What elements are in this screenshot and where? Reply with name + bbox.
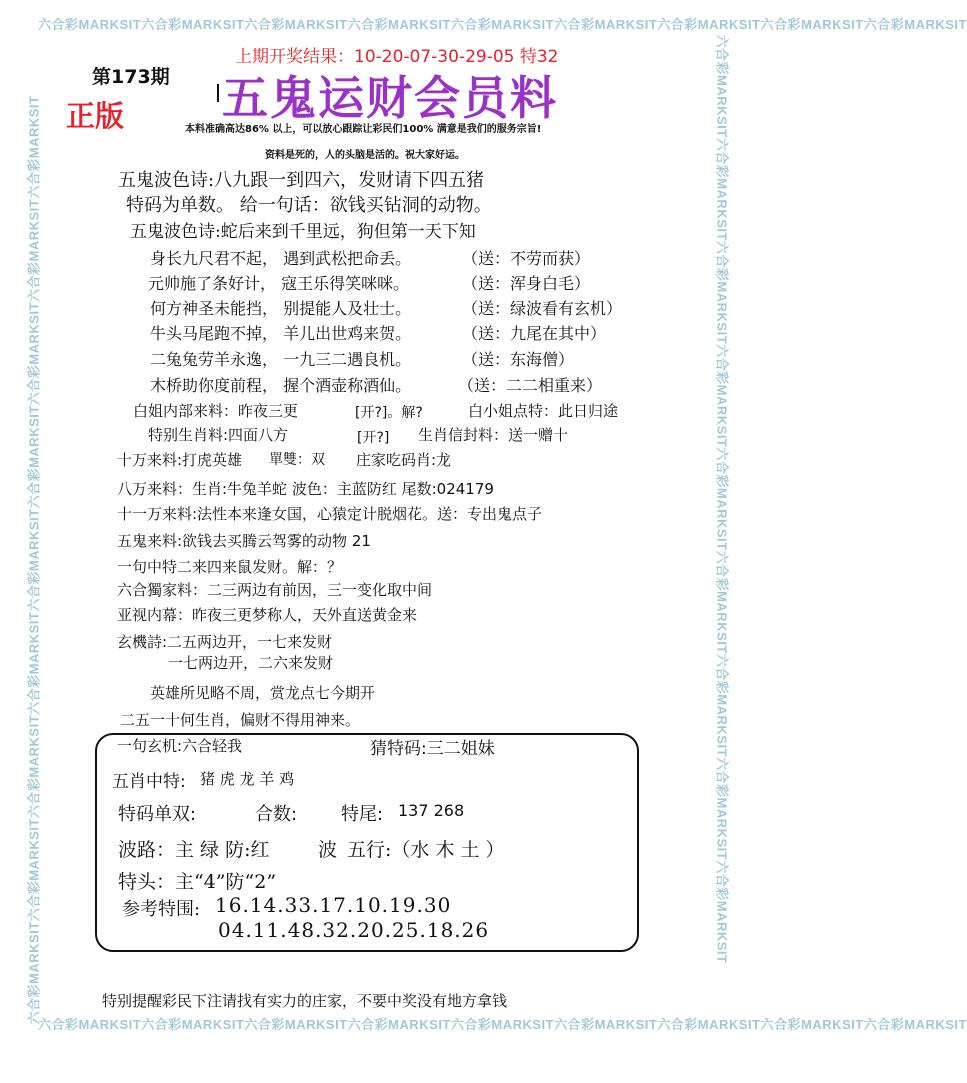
wave-label: 波 — [318, 839, 338, 861]
box-riddle: 一句玄机:六合轻我 — [117, 737, 243, 755]
footer-reminder: 特别提醒彩民下注请找有实力的庄家，不要中奖没有地方拿钱 — [102, 992, 508, 1010]
poem-verse: 身长九尺君不起， 遇到武松把命丢。 — [150, 249, 412, 268]
poem-verse: 牛头马尾跑不掉， 羊儿出世鸡来贺。 — [150, 324, 412, 343]
xuanji-poem-2: 一七两边开，二六来发财 — [168, 654, 334, 672]
zodiac-envelope: 生肖信封料：送一赠十 — [418, 426, 569, 444]
special-head: 特头：主“4”防“2” — [118, 871, 277, 893]
poem-verse: 木桥助你度前程， 握个酒壶称酒仙。 — [150, 376, 412, 395]
watermark-bottom: 六合彩MARKSIT六合彩MARKSIT六合彩MARKSIT六合彩MARKSIT六合彩MARKSIT六合彩MARKSIT六合彩MARKSIT六合彩MARKSIT六合彩MARKSIT — [38, 1017, 967, 1032]
reference-numbers-2: 04.11.48.32.20.25.18.26 — [218, 918, 490, 942]
five-zodiac-label: 五肖中特: — [112, 772, 186, 792]
issue-number: 第173期 — [92, 66, 170, 88]
line-1: 五鬼波色诗:八九跟一到四六，发财请下四五猪 — [118, 170, 485, 191]
poem-verse: 元帅施了条好计， 寇王乐得笑咪咪。 — [148, 274, 410, 293]
odd-even-label: 特码单双: — [118, 804, 197, 825]
five-zodiac-value: 猪 虎 龙 羊 鸡 — [200, 770, 295, 788]
wugui-source: 五鬼来料:欲钱去买腾云驾雾的动物 21 — [117, 532, 371, 550]
special-zodiac: 特别生肖料:四面八方 — [148, 426, 289, 444]
yashi-inside: 亚视内幕：昨夜三更梦称人，天外直送黄金来 — [117, 606, 418, 624]
one-sentence: 一句中特二来四来鼠发财。解：？ — [117, 558, 343, 576]
poem-gift: （送：二二相重来） — [458, 376, 603, 395]
baijie-source: 白姐内部来料：昨夜三更 — [133, 402, 299, 420]
edition-label: 正版 — [66, 99, 125, 133]
shiwan-source: 十万来料:打虎英雄 — [117, 451, 243, 469]
watermark-left: 六合彩MARKSIT六合彩MARKSIT六合彩MARKSIT六合彩MARKSIT六合彩MARKSIT六合彩MARKSIT六合彩MARKSIT六合彩MARKSIT六合彩MARKSIT — [26, 95, 42, 1025]
poem-gift: （送：东海僧） — [462, 350, 575, 369]
watermark-top: 六合彩MARKSIT六合彩MARKSIT六合彩MARKSIT六合彩MARKSIT六合彩MARKSIT六合彩MARKSIT六合彩MARKSIT六合彩MARKSIT六合彩MARKSIT — [38, 17, 967, 32]
baijie-point: 白小姐点特：此日归途 — [468, 402, 619, 420]
sum-label: 合数: — [255, 804, 298, 825]
box-guess: 猜特码:三二姐妹 — [370, 739, 495, 759]
slogan-accuracy: 本料准确高达86% 以上，可以放心跟踪让彩民们100% 满意是我们的服务宗旨! — [185, 124, 542, 135]
banker-zodiac: 庄家吃码肖:龙 — [356, 451, 452, 469]
page-title: 五鬼运财会员料 — [222, 71, 558, 125]
five-elements: 五行:（水 木 土 ） — [347, 839, 505, 861]
ershiwu-line: 二五一十何生肖，偏财不得用神来。 — [120, 711, 361, 729]
line-2: 特码为单数。 给一句话：欲钱买钻洞的动物。 — [126, 195, 492, 216]
watermark-right: 六合彩MARKSIT六合彩MARKSIT六合彩MARKSIT六合彩MARKSIT六合彩MARKSIT六合彩MARKSIT六合彩MARKSIT六合彩MARKSIT六合彩MARKSIT — [714, 34, 730, 964]
liuhe-exclusive: 六合獨家料：二三两边有前因，三一变化取中间 — [117, 581, 433, 599]
last-result: 上期开奖结果：10-20-07-30-29-05 特32 — [235, 47, 559, 67]
xuanji-poem-1: 玄機詩:二五两边开，一七来发财 — [117, 633, 333, 651]
bawan-source: 八万来料：生肖:牛兔羊蛇 波色：主蓝防红 尾数:024179 — [117, 480, 494, 498]
hero-line: 英雄所见略不周，赏龙点七今期开 — [150, 684, 376, 702]
slogan-luck: 资料是死的，人的头脑是活的。祝大家好运。 — [265, 150, 465, 161]
tail-value: 137 268 — [398, 801, 465, 820]
reference-label: 参考特围: — [122, 899, 201, 920]
line-3: 五鬼波色诗:蛇后来到千里远，狗但第一天下知 — [130, 222, 476, 242]
baijie-answer: [开?]。解? — [355, 405, 423, 421]
text-cursor — [217, 84, 219, 102]
tail-label: 特尾: — [341, 804, 384, 825]
reference-numbers-1: 16.14.33.17.10.19.30 — [215, 893, 452, 917]
poem-verse: 二兔兔劳羊永逸， 一九三二遇良机。 — [150, 350, 412, 369]
wave-route: 波路：主 绿 防:红 — [118, 839, 270, 861]
poem-gift: （送：九尾在其中） — [462, 324, 607, 343]
poem-gift: （送：浑身白毛） — [462, 274, 591, 293]
poem-gift: （送：不劳而获） — [462, 249, 591, 268]
shiyiwan-source: 十一万来料:法性本来逢女国，心猿定计脱烟花。送：专出鬼点子 — [117, 505, 543, 523]
odd-even: 單雙：双 — [269, 452, 325, 468]
special-answer: [开?] — [357, 430, 390, 446]
poem-verse: 何方神圣未能挡， 别提能人及壮士。 — [150, 299, 412, 318]
poem-gift: （送：绿波看有玄机） — [462, 299, 623, 318]
